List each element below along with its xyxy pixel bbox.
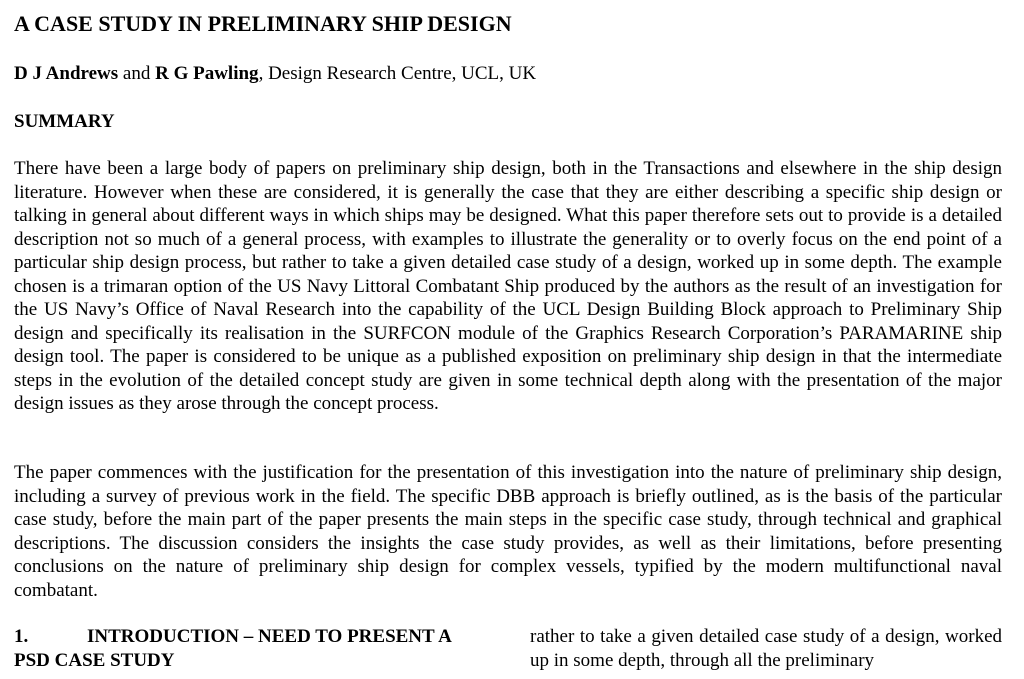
author-1: D J Andrews [14,63,119,84]
author-line [14,63,536,85]
section-heading [14,625,494,672]
summary-heading: SUMMARY [14,111,115,132]
section-title-line-1: INTRODUCTION – NEED TO PRESENT A [87,626,452,647]
author-affiliation: , Design Research Centre, UCL, UK [258,63,537,84]
paper-title: A CASE STUDY IN PRELIMINARY SHIP DESIGN [14,11,512,36]
summary-paragraph-1: There have been a large body of papers on preliminary ship design, both in the Transactions and elsewhere in the ship design literature. However when these are considered, it is generally the case that they are either describing a specific ship design or talking in general about different ways in which ships may be designed. What this paper therefore sets out to provide is a detailed description not so much of a general process, with examples to illustrate the generality or to overly focus on the end point of a particular ship design process, but rather to take a given detailed case study of a design, worked up in some depth. The example chosen is a trimaran option of the US Navy Littoral Combatant Ship produced by the authors as the result of an investigation for the US Navy’s Office of Naval Research into the capability of the UCL Design Building Block approach to Preliminary Ship design and specifically its realisation in the SURFCON module of the Graphics Research Corporation’s PARAMARINE ship design tool. The paper is considered to be unique as a published exposition on preliminary ship design in that the intermediate steps in the evolution of the detailed concept study are given in some technical depth along with the presentation of the major design issues as they arose through the concept process. [14,158,1002,414]
author-conjunction: and [118,63,156,84]
section-number: 1. [14,626,29,647]
summary-paragraph-2: The paper commences with the justification for the presentation of this investigation into the nature of preliminary ship design, including a survey of previous work in the field. The specific DBB approach is briefly outlined, as is the basis of the particular case study, before the main part of the paper presents the main steps in the specific case study, through technical and graphical descriptions. The discussion considers the insights the case study provides, as well as their limitations, before presenting conclusions on the nature of preliminary ship design for complex vessels, typified by the modern multifunctional naval combatant. [14,462,1002,601]
author-2: R G Pawling [155,63,259,84]
section-title-line-2: PSD CASE STUDY [14,649,175,671]
right-column-text: rather to take a given detailed case study of a design, worked up in some depth, through all the preliminary [530,626,1002,671]
